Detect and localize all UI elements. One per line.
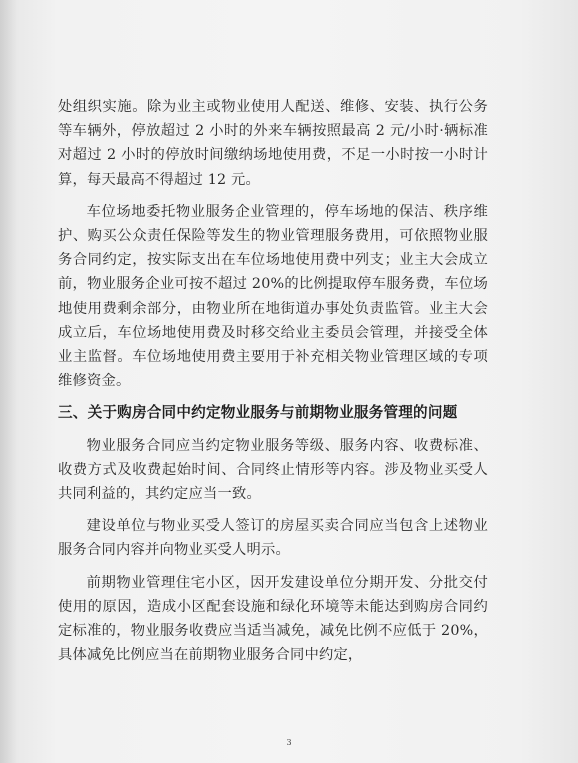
paragraph-early-management: 前期物业管理住宅小区，因开发建设单位分期开发、分批交付使用的原因，造成小区配套设施和绿化环境等未能达到购房合同约定标准的，物业服务收费应当适当减免，减免比例不应低于 20%，具体减免比例应当在前期物业服务合同中约定， [58, 574, 488, 664]
paragraph-service-contract: 物业服务合同应当约定物业服务等级、服务内容、收费标准、收费方式及收费起始时间、合同终止情形等内容。涉及物业买受人共同利益的，其约定应当一致。 [58, 437, 488, 503]
document-body [58, 95, 488, 675]
paragraph-continuation: 处组织实施。除为业主或物业使用人配送、维修、安装、执行公务等车辆外，停放超过 2 小时的外来车辆按照最高 2 元/小时·辆标准对超过 2 小时的停放时间缴纳场地使用费，不足一小时按一小时计算，每天最高不得超过 12 元。 [58, 99, 488, 188]
paragraph-parking-fee-management: 车位场地委托物业服务企业管理的，停车场地的保洁、秩序维护、购买公众责任保险等发生的物业管理服务费用，可依照物业服务合同约定，按实际支出在车位场地使用费中列支；业主大会成立前，物业服务企业可按不超过 20%的比例提取停车服务费，车位场地使用费剩余部分，由物业所在地街道办事处负责监管。业主大会成立后，车位场地使用费及时移交给业主委员会管理，并接受全体业主监督。车位场地使用费主要用于补充相关物业管理区域的专项维修资金。 [58, 203, 488, 390]
page-number: 3 [286, 738, 292, 747]
paragraph-purchase-contract: 建设单位与物业买受人签订的房屋买卖合同应当包含上述物业服务合同内容并向物业买受人明示。 [58, 518, 488, 559]
section-heading: 三、关于购房合同中约定物业服务与前期物业服务管理的问题 [58, 404, 458, 422]
